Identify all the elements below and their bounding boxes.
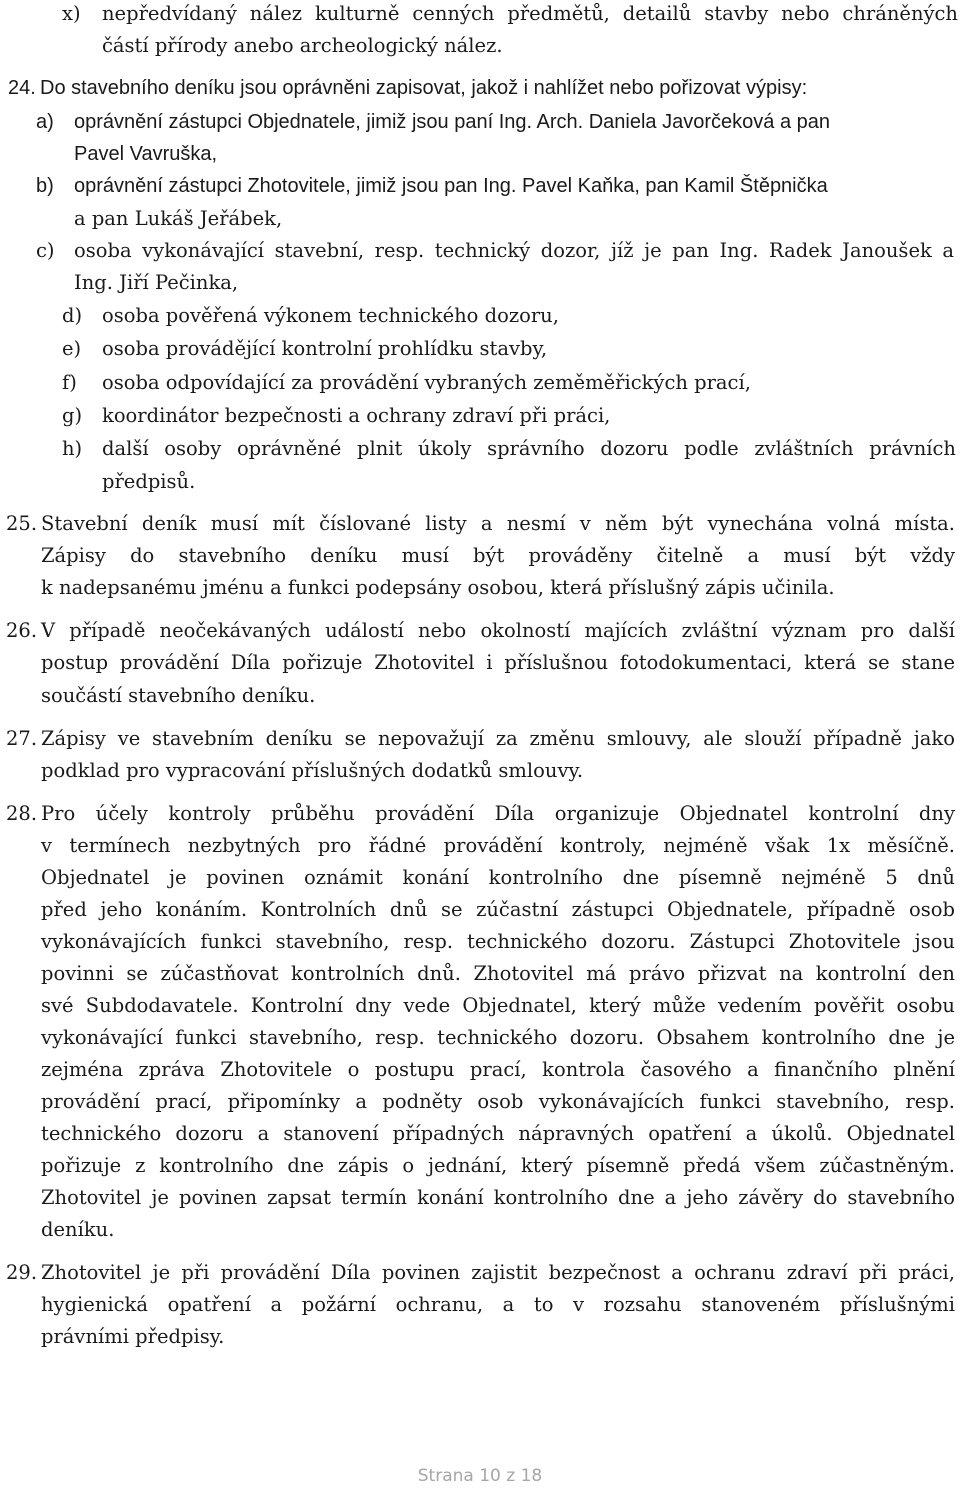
paragraph-line: provádění prací, připomínky a podněty osob vykonávajících funkci stavebního, resp. xyxy=(41,1090,955,1113)
list-marker: d) xyxy=(62,304,83,327)
paragraph-line: Zhotovitel je při provádění Díla povinen zajistit bezpečnost a ochranu zdraví při práci, xyxy=(41,1261,955,1284)
paragraph-intro: Do stavebního deníku jsou oprávněni zapisovat, jakož i nahlížet nebo pořizovat výpisy: xyxy=(40,77,808,99)
paragraph-number: 28. xyxy=(6,802,38,825)
list-item-text: částí přírody anebo archeologický nález. xyxy=(102,34,503,57)
list-item-text: koordinátor bezpečnosti a ochrany zdraví při práci, xyxy=(102,404,611,427)
page-number-footer: Strana 10 z 18 xyxy=(417,1466,543,1486)
list-item-text: osoba provádějící kontrolní prohlídku stavby, xyxy=(102,337,548,360)
list-item-text: a pan Lukáš Jeřábek, xyxy=(74,207,283,230)
paragraph-line: vykonávající funkci stavebního, resp. technického dozoru. Obsahem kontrolního dne je xyxy=(41,1026,955,1049)
paragraph-number: 29. xyxy=(6,1261,38,1284)
paragraph-line: V případě neočekávaných událostí nebo okolností majících zvláštní význam pro další xyxy=(41,619,955,642)
list-item-text: další osoby oprávněné plnit úkoly správního dozoru podle zvláštních právních xyxy=(102,437,956,460)
paragraph-line: Stavební deník musí mít číslované listy a nesmí v něm být vynechána volná místa. xyxy=(41,512,955,535)
paragraph-line: k nadepsanému jménu a funkci podepsány osobou, která příslušný zápis učinila. xyxy=(41,576,835,599)
list-item-text: osoba vykonávající stavební, resp. technický dozor, jíž je pan Ing. Radek Janoušek a xyxy=(74,239,954,262)
paragraph-number: 27. xyxy=(6,727,38,750)
paragraph-line: pořizuje z kontrolního dne zápis o jednání, který písemně předá všem zúčastněným. xyxy=(41,1154,955,1177)
list-marker: e) xyxy=(62,337,82,360)
list-marker: b) xyxy=(36,175,54,197)
paragraph-line: součástí stavebního deníku. xyxy=(41,684,316,707)
paragraph-number: 24. xyxy=(8,77,36,99)
paragraph-line: hygienická opatření a požární ochranu, a to v rozsahu stanoveném příslušnými xyxy=(41,1293,955,1316)
paragraph-line: vykonávajících funkci stavebního, resp. technického dozoru. Zástupci Zhotovitele jsou xyxy=(41,930,955,953)
list-marker: x) xyxy=(62,2,81,25)
list-marker: g) xyxy=(62,404,83,427)
paragraph-number: 25. xyxy=(6,512,38,535)
paragraph-line: podklad pro vypracování příslušných dodatků smlouvy. xyxy=(41,759,584,782)
paragraph-line: deníku. xyxy=(41,1218,115,1241)
list-item-text: osoba odpovídající za provádění vybraných zeměměřických prací, xyxy=(102,371,751,394)
list-item-text: oprávnění zástupci Zhotovitele, jimiž jsou pan Ing. Pavel Kaňka, pan Kamil Štěpnička xyxy=(74,175,828,197)
paragraph-line: povinni se zúčastňovat kontrolních dnů. Zhotovitel má právo přizvat na kontrolní den xyxy=(41,962,955,985)
paragraph-line: postup provádění Díla pořizuje Zhotovitel i příslušnou fotodokumentaci, která se stane xyxy=(41,651,955,674)
paragraph-number: 26. xyxy=(6,619,38,642)
paragraph-line: před jeho konáním. Kontrolních dnů se zúčastní zástupci Objednatele, případně osob xyxy=(41,898,955,921)
paragraph-line: Zápisy do stavebního deníku musí být prováděny čitelně a musí být vždy xyxy=(41,544,955,567)
list-marker: h) xyxy=(62,437,83,460)
list-marker: c) xyxy=(36,239,55,262)
list-marker: f) xyxy=(62,371,77,394)
paragraph-line: Zhotovitel je povinen zapsat termín konání kontrolního dne a jeho závěry do stavebního xyxy=(41,1186,955,1209)
paragraph-line: Zápisy ve stavebním deníku se nepovažují za změnu smlouvy, ale slouží případně jako xyxy=(41,727,955,750)
list-item-text: Pavel Vavruška, xyxy=(74,143,218,165)
list-marker: a) xyxy=(36,111,54,133)
paragraph-line: technického dozoru a stanovení případných nápravných opatření a úkolů. Objednatel xyxy=(41,1122,955,1145)
paragraph-line: své Subdodavatele. Kontrolní dny vede Objednatel, který může vedením pověřit osobu xyxy=(41,994,955,1017)
paragraph-line: zejména zpráva Zhotovitele o postupu prací, kontrola časového a finančního plnění xyxy=(41,1058,955,1081)
list-item-text: Ing. Jiří Pečinka, xyxy=(74,271,239,294)
paragraph-line: Pro účely kontroly průběhu provádění Díla organizuje Objednatel kontrolní dny xyxy=(41,802,955,825)
list-item-text: osoba pověřená výkonem technického dozoru, xyxy=(102,304,559,327)
list-item-text: předpisů. xyxy=(102,470,196,493)
list-item-text: nepředvídaný nález kulturně cenných předmětů, detailů stavby nebo chráněných xyxy=(102,2,958,25)
paragraph-line: právními předpisy. xyxy=(41,1325,225,1348)
paragraph-line: Objednatel je povinen oznámit konání kontrolního dne písemně nejméně 5 dnů xyxy=(41,866,955,889)
list-item-text: oprávnění zástupci Objednatele, jimiž jsou paní Ing. Arch. Daniela Javorčeková a pan xyxy=(74,111,830,133)
paragraph-line: v termínech nezbytných pro řádné provádění kontroly, nejméně však 1x měsíčně. xyxy=(41,834,955,857)
